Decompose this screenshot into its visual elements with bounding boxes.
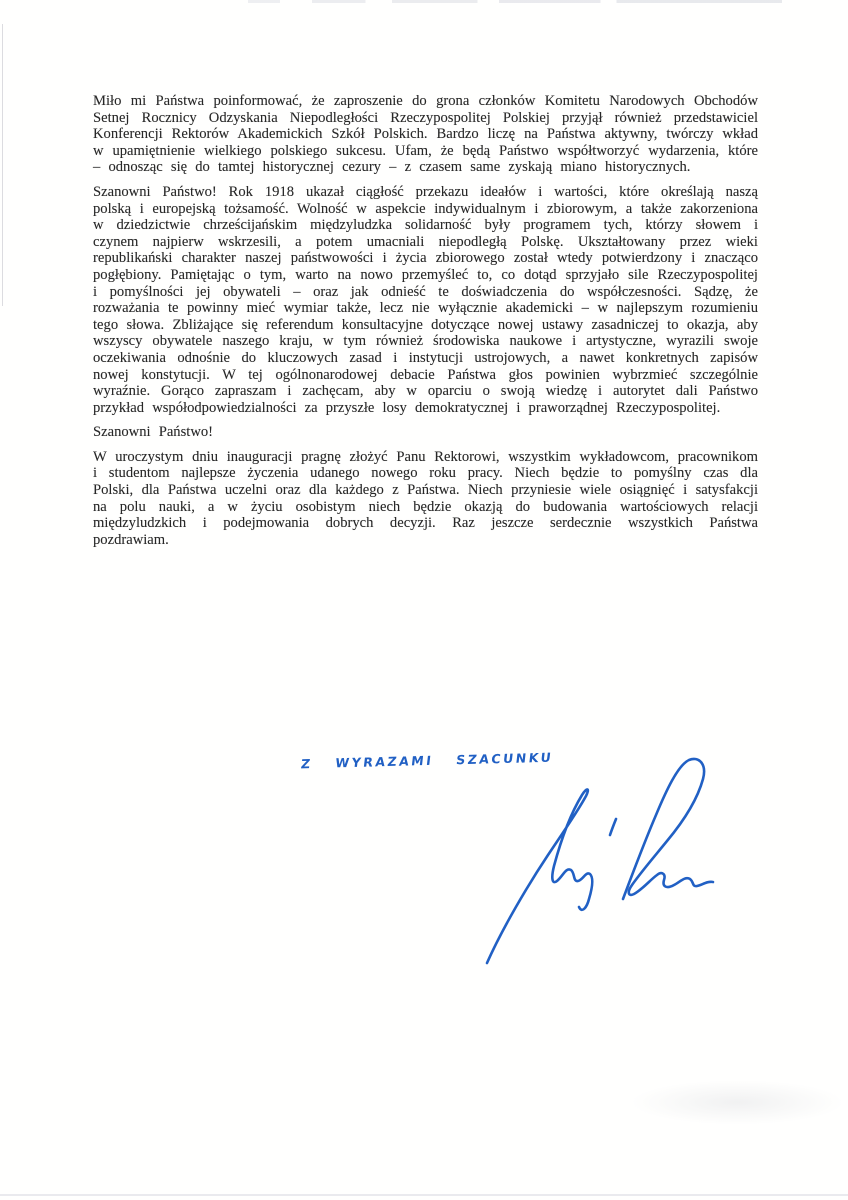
paragraph-1918: Szanowni Państwo! Rok 1918 ukazał ciągłość przekazu ideałów i wartości, które określają naszą polską i europejską tożsamość. Wolność w aspekcie indywidualnym i zbiorowym, a także zakorzeniona w dziedzictwie chrześcijańskim międzyludzka solidarność były programem tych, którzy słowem i czynem najpierw wskrzesili, a potem umacniali niepodległą Polskę. Ukształtowany przez wieki republikański charakter naszej państwowości i życia zbiorowego został wtedy potwierdzony i znacząco pogłębiony. Pamiętając o tym, warto na nowo przemyśleć to, co dotąd sprzyjało sile Rzeczypospolitej i pomyślności jej obywateli – oraz jak odnieść te doświadczenia do współczesności. Sądzę, że rozważania te powinny mieć wymiar także, lecz nie wyłącznie akademicki – w najlepszym rozumieniu tego słowa. Zbliżające się referendum konsultacyjne dotyczące nowej ustawy zasadniczej to okazja, aby wszyscy obywatele naszego kraju, w tym również środowiska naukowe i artystyczne, wyrazili swoje oczekiwania odnośnie do kluczowych zasad i instytucji ustrojowych, a nawet konkretnych zapisów nowej konstytucji. W tej ogólnonarodowej debacie Państwa głos powinien wybrzmieć szczególnie wyraźnie. Gorąco zapraszam i zachęcam, aby w oparciu o swoją wiedzę i autorytet dali Państwo przykład współodpowiedzialności za przyszłe losy demokratycznej i praworządnej Rzeczypospolitej. <box>93 183 758 416</box>
scan-artifact-top <box>248 0 782 3</box>
salutation: Szanowni Państwo! <box>93 424 214 441</box>
scan-artifact-bottom <box>0 1194 848 1196</box>
paragraph-invitation: Miło mi Państwa poinformować, że zaproszenie do grona członków Komitetu Narodowych Obchodów Setnej Rocznicy Odzyskania Niepodległości Rzeczypospolitej Polskiej przyjął również przedstawiciel Konferencji Rektorów Akademickich Szkół Polskich. Bardzo liczę na Państwa aktywny, twórczy wkład w upamiętnienie wielkiego polskiego sukcesu. Ufam, że będą Państwo współtworzyć wydarzenia, które – odnosząc się do tamtej historycznej cezury – z czasem same zyskają miano historycznych. <box>93 93 758 176</box>
handwritten-signature <box>440 737 740 977</box>
scan-artifact-left <box>2 24 3 306</box>
letter-body <box>93 93 758 556</box>
closing-text: Z WYRAZAMI SZACUNKU <box>300 749 555 772</box>
paragraph-wishes: W uroczystym dniu inauguracji pragnę złożyć Panu Rektorowi, wszystkim wykładowcom, pracownikom i studentom najlepsze życzenia udanego nowego roku pracy. Niech będzie to pomyślny czas dla Polski, dla Państwa uczelni oraz dla każdego z Państwa. Niech przyniesie wiele osiągnięć i satysfakcji na polu nauki, a w życiu osobistym niech będzie okazją do budowania wartościowych relacji międzyludzkich i podejmowania dobrych decyzji. Raz jeszcze serdecznie wszystkich Państwa pozdrawiam. <box>93 448 758 548</box>
scan-smudge <box>630 1080 845 1125</box>
